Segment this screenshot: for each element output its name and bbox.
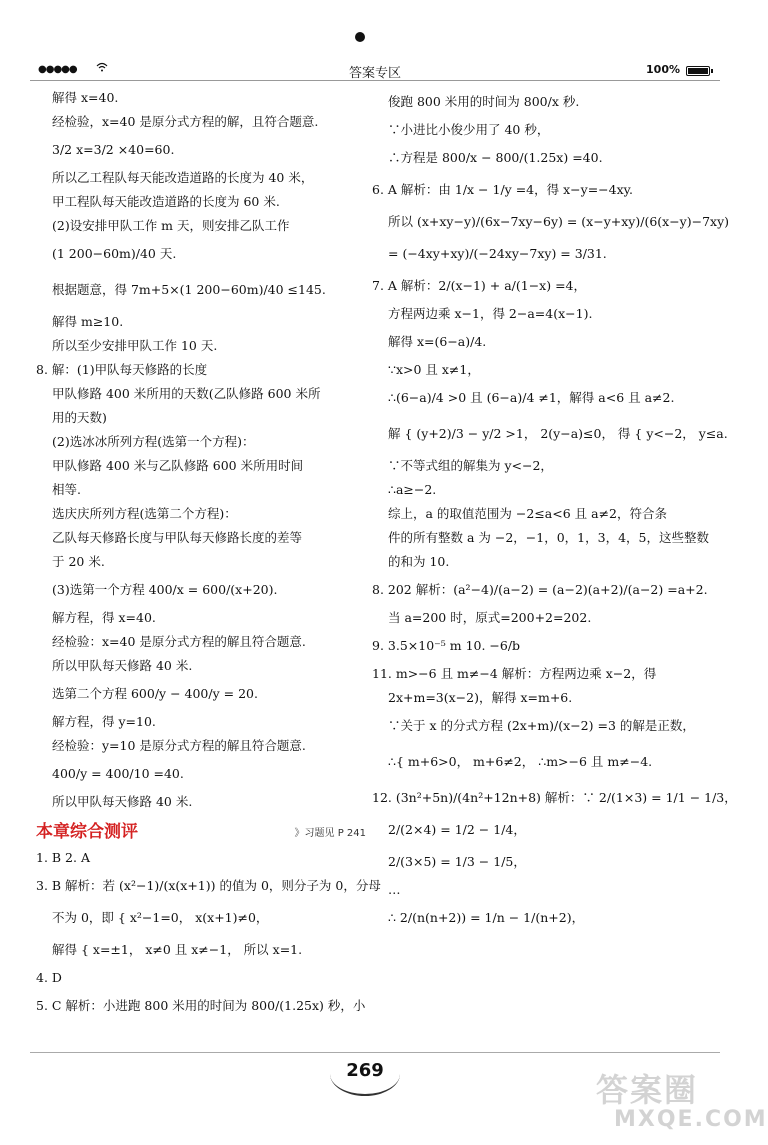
text-line: 解得 m≥10. <box>52 314 124 329</box>
text-line: 经检验：y=10 是原分式方程的解且符合题意. <box>52 738 306 753</box>
text-line: 1. B 2. A <box>36 850 90 865</box>
text-line: 解方程，得 x=40. <box>52 610 156 625</box>
status-title: 答案专区 <box>348 66 401 81</box>
text-line: 经检验，x=40 是原分式方程的解，且符合题意. <box>52 114 319 129</box>
text-line: ∴{ m+6>0， m+6≠2， ∴m>−6 且 m≠−4. <box>388 754 653 769</box>
status-bar <box>30 62 720 81</box>
text-line: = (−4xy+xy)/(−24xy−7xy) = 3/31. <box>388 246 607 261</box>
text-line: 件的所有整数 a 为 −2，−1，0，1，3，4，5，这些整数 <box>388 530 709 545</box>
text-line: 11. m>−6 且 m≠−4 解析：方程两边乘 x−2，得 <box>372 666 657 681</box>
text-line: 所以 (x+xy−y)/(6x−7xy−6y) = (x−y+xy)/(6(x−y)−7xy) <box>388 214 730 229</box>
left-column <box>36 86 381 1022</box>
text-line: (2)设安排甲队工作 m 天，则安排乙队工作 <box>52 218 290 233</box>
battery-percent: 100% <box>646 63 680 76</box>
text-line: ∵关于 x 的分式方程 (2x+m)/(x−2) =3 的解是正数， <box>388 718 695 733</box>
text-line: ∴ 2/(n(n+2)) = 1/n − 1/(n+2)， <box>388 910 585 925</box>
text-line: 解 { (y+2)/3 − y/2 >1， 2(y−a)≤0， 得 { y<−2， y≤a. <box>388 426 728 441</box>
text-line: 9. 3.5×10⁻⁵ m 10. −6/b <box>372 638 521 653</box>
text-line: 相等. <box>52 482 81 497</box>
left-lines <box>36 86 366 814</box>
text-line: 所以甲队每天修路 40 米. <box>52 658 193 673</box>
text-line: 于 20 米. <box>52 554 105 569</box>
page-number: 269 <box>346 1060 384 1081</box>
text-line: 当 a=200 时，原式=200+2=202. <box>388 610 592 625</box>
text-line: 的和为 10. <box>388 554 450 569</box>
text-line: 乙队每天修路长度与甲队每天修路长度的差等 <box>52 530 303 545</box>
text-line: … <box>388 882 401 897</box>
text-line: 方程两边乘 x−1，得 2−a=4(x−1). <box>388 306 593 321</box>
text-line: 所以乙工程队每天能改造道路的长度为 40 米， <box>52 170 314 185</box>
text-line: 3. B 解析：若 (x²−1)/(x(x+1)) 的值为 0，则分子为 0，分母 <box>36 878 381 893</box>
text-line: 根据题意，得 7m+5×(1 200−60m)/40 ≤145. <box>52 282 326 297</box>
text-line: ∴(6−a)/4 >0 且 (6−a)/4 ≠1，解得 a<6 且 a≠2. <box>388 390 675 405</box>
text-line: (3)选第一个方程 400/x = 600/(x+20). <box>52 582 278 597</box>
text-line: ∵不等式组的解集为 y<−2， <box>388 458 553 473</box>
watermark-main: 答案圈 <box>596 1071 699 1109</box>
section-title: 本章综合测评 <box>36 822 138 842</box>
section-header <box>36 818 366 846</box>
text-line: 3/2 x=3/2 ×40=60. <box>52 142 175 157</box>
battery-icon <box>686 66 710 76</box>
camera-dot <box>355 32 365 42</box>
text-line: ∴a≥−2. <box>388 482 437 497</box>
text-line: 2x+m=3(x−2)，解得 x=m+6. <box>388 690 573 705</box>
left-lines-after-section <box>36 846 381 1022</box>
text-line: 5. C 解析：小进跑 800 米用的时间为 800/(1.25x) 秒，小 <box>36 998 366 1013</box>
text-line: 8. 解：(1)甲队每天修路的长度 <box>36 362 208 377</box>
text-line: 解方程，得 y=10. <box>52 714 156 729</box>
right-column <box>372 86 737 934</box>
text-line: 不为 0，即 { x²−1=0， x(x+1)≠0， <box>52 910 269 925</box>
text-line: 6. A 解析：由 1/x − 1/y =4，得 x−y=−4xy. <box>372 182 634 197</box>
right-lines <box>372 86 737 934</box>
signal-icon: ●●●●● <box>38 64 77 75</box>
text-line: 选庆庆所列方程(选第二个方程)： <box>52 506 237 521</box>
text-line: ∵x>0 且 x≠1， <box>388 362 480 377</box>
text-line: 400/y = 400/10 =40. <box>52 766 184 781</box>
text-line: 甲队修路 400 米与乙队修路 600 米所用时间 <box>52 458 304 473</box>
text-line: 4. D <box>36 970 62 985</box>
text-line: 2/(3×5) = 1/3 − 1/5， <box>388 854 526 869</box>
text-line: (1 200−60m)/40 天. <box>52 246 177 261</box>
text-line: 解得 { x=±1， x≠0 且 x≠−1， 所以 x=1. <box>52 942 303 957</box>
text-line: 俊跑 800 米用的时间为 800/x 秒. <box>388 94 580 109</box>
text-line: (2)选冰冰所列方程(选第一个方程)： <box>52 434 255 449</box>
text-line: 用的天数) <box>52 410 107 425</box>
text-line: 所以至少安排甲队工作 10 天. <box>52 338 218 353</box>
text-line: 经检验：x=40 是原分式方程的解且符合题意. <box>52 634 306 649</box>
text-line: 所以甲队每天修路 40 米. <box>52 794 193 809</box>
text-line: 甲队修路 400 米所用的天数(乙队修路 600 米所 <box>52 386 321 401</box>
text-line: 甲工程队每天能改造道路的长度为 60 米. <box>52 194 280 209</box>
text-line: ∵小进比小俊少用了 40 秒， <box>388 122 550 137</box>
text-line: 解得 x=40. <box>52 90 119 105</box>
text-line: 综上，a 的取值范围为 −2≤a<6 且 a≠2，符合条 <box>388 506 668 521</box>
text-line: 解得 x=(6−a)/4. <box>388 334 487 349</box>
text-line: 12. (3n²+5n)/(4n²+12n+8) 解析：∵ 2/(1×3) = 1/1 − 1/3， <box>372 790 737 805</box>
watermark-sub: MXQE.COM <box>614 1107 768 1132</box>
section-ref: 》习题见 P 241 <box>294 828 366 839</box>
text-line: 2/(2×4) = 1/2 − 1/4， <box>388 822 526 837</box>
watermark-logo <box>586 1065 768 1140</box>
text-line: ∴方程是 800/x − 800/(1.25x) =40. <box>388 150 603 165</box>
text-line: 8. 202 解析：(a²−4)/(a−2) = (a−2)(a+2)/(a−2) =a+2. <box>372 582 708 597</box>
text-line: 7. A 解析：2/(x−1) + a/(1−x) =4， <box>372 278 587 293</box>
text-line: 选第二个方程 600/y − 400/y = 20. <box>52 686 258 701</box>
